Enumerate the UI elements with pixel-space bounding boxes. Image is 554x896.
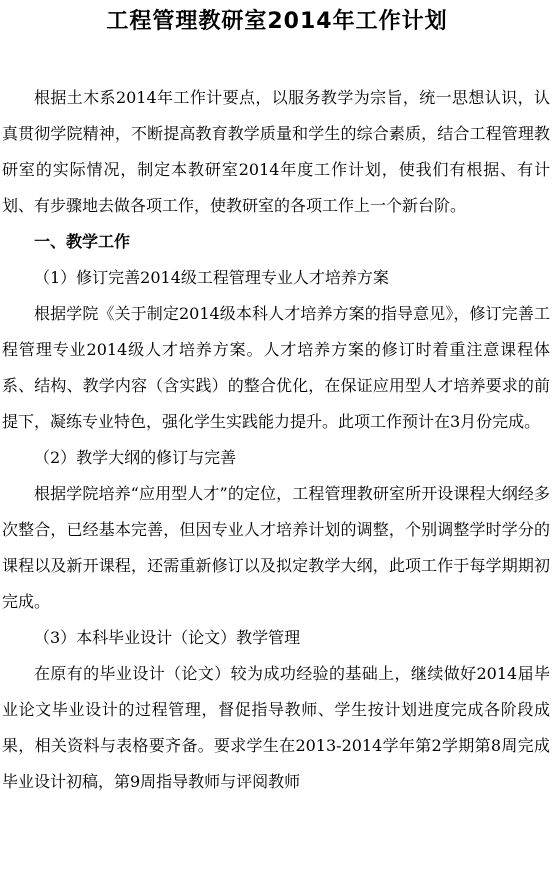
subsection-heading-3: （3）本科毕业设计（论文）教学管理	[34, 628, 301, 647]
document-body	[2, 80, 550, 800]
section-heading-teaching: 一、教学工作	[34, 232, 131, 251]
intro-paragraph: 根据土木系2014年工作计要点，以服务教学为宗旨，统一思想认识，认真贯彻学院精神，不断提高教育教学质量和学生的综合素质，结合工程管理教研室的实际情况，制定本教研室2014年度工作计划，使我们有根据、有计划、有步骤地去做各项工作，使教研室的各项工作上一个新台阶。	[2, 88, 550, 215]
subsection-body-1: 根据学院《关于制定2014级本科人才培养方案的指导意见》，修订完善工程管理专业2014级人才培养方案。人才培养方案的修订时着重注意课程体系、结构、教学内容（含实践）的整合优化，在保证应用型人才培养要求的前提下，凝练专业特色，强化学生实践能力提升。此项工作预计在3月份完成。	[2, 304, 550, 431]
subsection-heading-1: （1）修订完善2014级工程管理专业人才培养方案	[34, 268, 389, 287]
document-title: 工程管理教研室2014年工作计划	[106, 9, 448, 34]
subsection-body-2: 根据学院培养“应用型人才”的定位，工程管理教研室所开设课程大纲经多次整合，已经基本完善，但因专业人才培养计划的调整，个别调整学时学分的课程以及新开课程，还需重新修订以及拟定教学大纲，此项工作于每学期期初完成。	[2, 484, 550, 611]
subsection-body-3: 在原有的毕业设计（论文）较为成功经验的基础上，继续做好2014届毕业论文毕业设计的过程管理，督促指导教师、学生按计划进度完成各阶段成果，相关资料与表格要齐备。要求学生在2013-2014学年第2学期第8周完成毕业设计初稿，第9周指导教师与评阅教师	[2, 664, 550, 791]
subsection-heading-2: （2）教学大纲的修订与完善	[34, 448, 237, 467]
